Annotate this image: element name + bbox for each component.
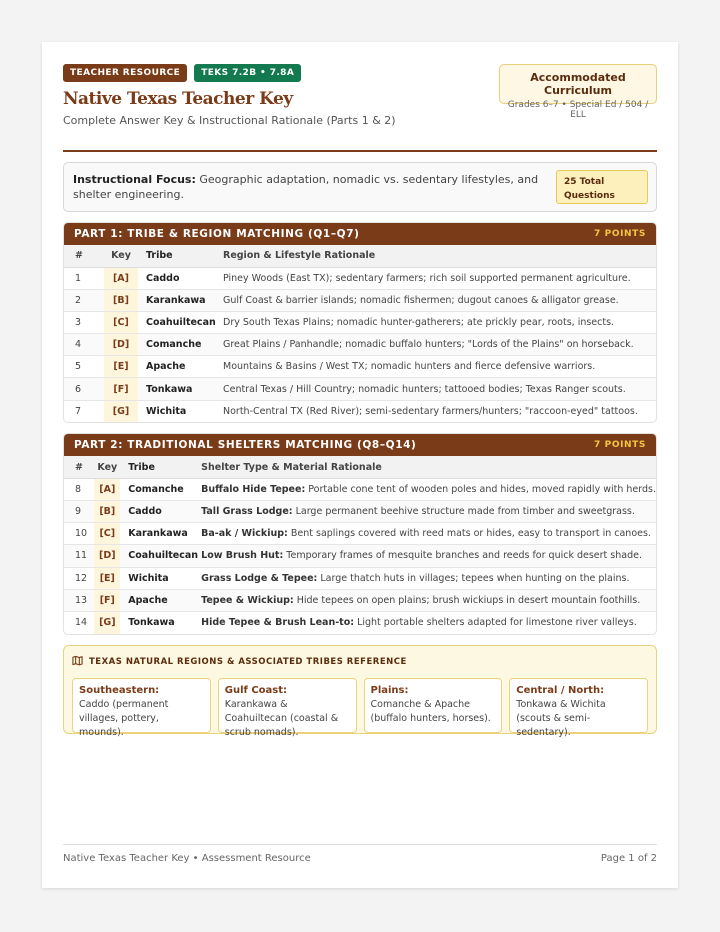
shelter-rationale: Temporary frames of mesquite branches and reeds for quick desert shade. (283, 550, 642, 562)
region-card-text: Caddo (permanent villages, pottery, mounds). (79, 698, 169, 738)
rationale-text: Great Plains / Panhandle; nomadic buffalo hunters; "Lords of the Plains" on horseback. (223, 334, 656, 356)
table-row (64, 478, 656, 500)
region-card-title: Central / North: (516, 684, 605, 696)
region-card-gulf-coast (218, 678, 357, 738)
shelter-cell (201, 611, 656, 633)
tribe-name: Comanche (138, 334, 223, 356)
part1-title: PART 1: TRIBE & REGION MATCHING (Q1–Q7) (74, 228, 360, 240)
row-number: 6 (64, 378, 104, 400)
tribe-name: Karankawa (138, 289, 223, 311)
tribe-name: Tonkawa (138, 378, 223, 400)
row-number: 4 (64, 334, 104, 356)
tribe-name: Caddo (138, 267, 223, 289)
reference-heading (72, 655, 648, 669)
table-row (64, 545, 656, 567)
part1-section (63, 222, 657, 423)
region-card-text: Comanche & Apache (buffalo hunters, horses). (370, 698, 491, 724)
part1-points: 7 POINTS (594, 229, 646, 239)
answer-key: [D] (94, 545, 120, 567)
page-title: Native Texas Teacher Key (63, 89, 293, 109)
shelter-type: Buffalo Hide Tepee: (201, 483, 306, 495)
column-header-key: Key (94, 456, 120, 478)
tribe-name: Apache (138, 356, 223, 378)
footer-left-text: Native Texas Teacher Key • Assessment Resource (63, 853, 311, 864)
shelter-rationale: Bent saplings covered with reed mats or hides, easy to transport in canoes. (287, 528, 651, 540)
rationale-text: Mountains & Basins / West TX; nomadic hunters and fierce defensive warriors. (223, 356, 656, 378)
tribe-name: Coahuiltecan (138, 311, 223, 333)
tribe-name: Karankawa (120, 523, 201, 545)
answer-key: [E] (94, 567, 120, 589)
region-card-central-north (509, 678, 648, 738)
answer-key: [B] (104, 289, 138, 311)
tribe-name: Wichita (120, 567, 201, 589)
rationale-text: Central Texas / Hill Country; nomadic hunters; tattooed bodies; Texas Ranger scouts. (223, 378, 656, 400)
shelter-type: Ba-ak / Wickiup: (201, 528, 288, 540)
table-row (64, 311, 656, 333)
shelter-cell (201, 589, 656, 611)
answer-key: [G] (94, 611, 120, 633)
page-number: Page 1 of 2 (600, 853, 657, 864)
part2-section (63, 433, 657, 634)
regions-reference-box (63, 645, 657, 738)
tribe-name: Wichita (146, 405, 187, 417)
shelter-type: Low Brush Hut: (201, 550, 284, 562)
row-number: 2 (64, 289, 104, 311)
answer-key: [A] (104, 267, 138, 289)
column-header-rationale: Region & Lifestyle Rationale (223, 245, 656, 267)
part2-table (64, 456, 656, 633)
column-header-number: # (64, 456, 94, 478)
shelter-type: Tall Grass Lodge: (201, 506, 293, 518)
part1-header (64, 223, 656, 245)
shelter-rationale: Large permanent beehive structure made from timber and sweetgrass. (292, 506, 635, 518)
answer-key: [B] (94, 501, 120, 523)
shelter-rationale: Hide tepees on open plains; brush wickiups in desert mountain foothills. (293, 594, 641, 606)
shelter-type: Tepee & Wickiup: (201, 594, 294, 606)
tribe-name: Coahuiltecan (120, 545, 201, 567)
tribe-name: Tonkawa (128, 617, 175, 629)
answer-key: [G] (104, 400, 138, 422)
region-card-southeastern (72, 678, 211, 738)
row-number: 1 (64, 267, 104, 289)
table-row (64, 523, 656, 545)
region-card-title: Gulf Coast: (224, 684, 288, 696)
answer-key: [A] (94, 478, 120, 500)
reference-cards (72, 678, 648, 738)
shelter-rationale: Light portable shelters adapted for limestone river valleys. (354, 617, 637, 629)
answer-key-page (42, 42, 678, 888)
row-number: 7 (75, 405, 82, 417)
page-header (63, 64, 657, 152)
table-header-row (64, 456, 656, 478)
instructional-focus-box (63, 162, 657, 212)
shelter-type: Hide Tepee & Brush Lean-to: (201, 617, 355, 629)
page-footer (63, 844, 657, 864)
accommodated-title: Accommodated Curriculum (530, 71, 626, 97)
shelter-type: Grass Lodge & Tepee: (201, 572, 318, 584)
row-number: 11 (64, 545, 94, 567)
column-header-number: # (64, 245, 104, 267)
page-subtitle: Complete Answer Key & Instructional Rationale (Parts 1 & 2) (63, 114, 396, 127)
row-number: 12 (64, 567, 94, 589)
total-questions-badge (556, 170, 648, 204)
shelter-cell (201, 567, 656, 589)
region-card-plains (364, 678, 503, 733)
rationale-text: North-Central TX (Red River); semi-sedentary farmers/hunters; "raccoon-eyed" tattoos. (223, 405, 638, 417)
column-header-key: Key (104, 245, 138, 267)
shelter-cell (201, 545, 656, 567)
table-header-row (64, 245, 656, 267)
table-row (64, 400, 656, 422)
table-row (64, 334, 656, 356)
row-number: 5 (64, 356, 104, 378)
accommodated-curriculum-box (499, 64, 657, 120)
table-row (64, 378, 656, 400)
shelter-cell (201, 523, 656, 545)
row-number: 3 (64, 311, 104, 333)
focus-label: Instructional Focus: (73, 173, 196, 186)
column-header-shelter: Shelter Type & Material Rationale (201, 456, 656, 478)
teks-badge: TEKS 7.2B • 7.8A (194, 64, 301, 82)
region-card-title: Plains: (370, 684, 409, 696)
row-number: 14 (75, 617, 88, 629)
region-card-text: Tonkawa & Wichita (scouts & semi-sedentary). (516, 698, 606, 738)
part2-title: PART 2: TRADITIONAL SHELTERS MATCHING (Q8–Q14) (74, 439, 417, 452)
tribe-name: Comanche (120, 478, 201, 500)
table-row (64, 501, 656, 523)
table-row (64, 289, 656, 311)
column-header-tribe: Tribe (120, 456, 201, 478)
total-line-2: Questions (564, 191, 615, 201)
region-card-title: Southeastern: (79, 684, 160, 696)
row-number: 10 (64, 523, 94, 545)
shelter-rationale: Portable cone tent of wooden poles and hides, moved rapidly with herds. (305, 483, 656, 495)
table-row (64, 589, 656, 611)
tribe-name: Apache (120, 589, 201, 611)
region-card-text: Karankawa & Coahuiltecan (coastal & scrub nomads). (224, 698, 339, 738)
shelter-cell (201, 478, 656, 500)
reference-title: TEXAS NATURAL REGIONS & ASSOCIATED TRIBES REFERENCE (89, 656, 407, 667)
table-row (64, 267, 656, 289)
part2-points: 7 POINTS (594, 440, 646, 451)
answer-key: [E] (104, 356, 138, 378)
rationale-text: Dry South Texas Plains; nomadic hunter-gatherers; ate prickly pear, roots, insects. (223, 311, 656, 333)
part1-table (64, 245, 656, 422)
row-number: 13 (64, 589, 94, 611)
focus-description: Geographic adaptation, nomadic vs. sedentary lifestyles, and shelter engineering. (73, 173, 539, 201)
column-header-tribe: Tribe (138, 245, 223, 267)
table-row (64, 611, 656, 633)
rationale-text: Gulf Coast & barrier islands; nomadic fishermen; dugout canoes & alligator grease. (223, 289, 656, 311)
map-icon (72, 655, 83, 669)
answer-key: [F] (94, 589, 120, 611)
tribe-name: Caddo (120, 501, 201, 523)
rationale-text: Piney Woods (East TX); sedentary farmers; rich soil supported permanent agriculture. (223, 267, 656, 289)
shelter-cell (201, 501, 656, 523)
answer-key: [D] (104, 334, 138, 356)
row-number: 9 (64, 501, 94, 523)
answer-key: [C] (104, 311, 138, 333)
row-number: 8 (64, 478, 94, 500)
teacher-resource-badge: TEACHER RESOURCE (63, 64, 187, 82)
table-row (64, 567, 656, 589)
accommodated-subtitle: Grades 6–7 • Special Ed / 504 / ELL (507, 100, 649, 120)
table-row (64, 356, 656, 378)
answer-key: [F] (104, 378, 138, 400)
total-line-1: 25 Total (564, 177, 605, 187)
answer-key: [C] (94, 523, 120, 545)
part2-header (64, 434, 656, 456)
shelter-rationale: Large thatch huts in villages; tepees when hunting on the plains. (317, 572, 630, 584)
instructional-focus-text (73, 172, 543, 202)
